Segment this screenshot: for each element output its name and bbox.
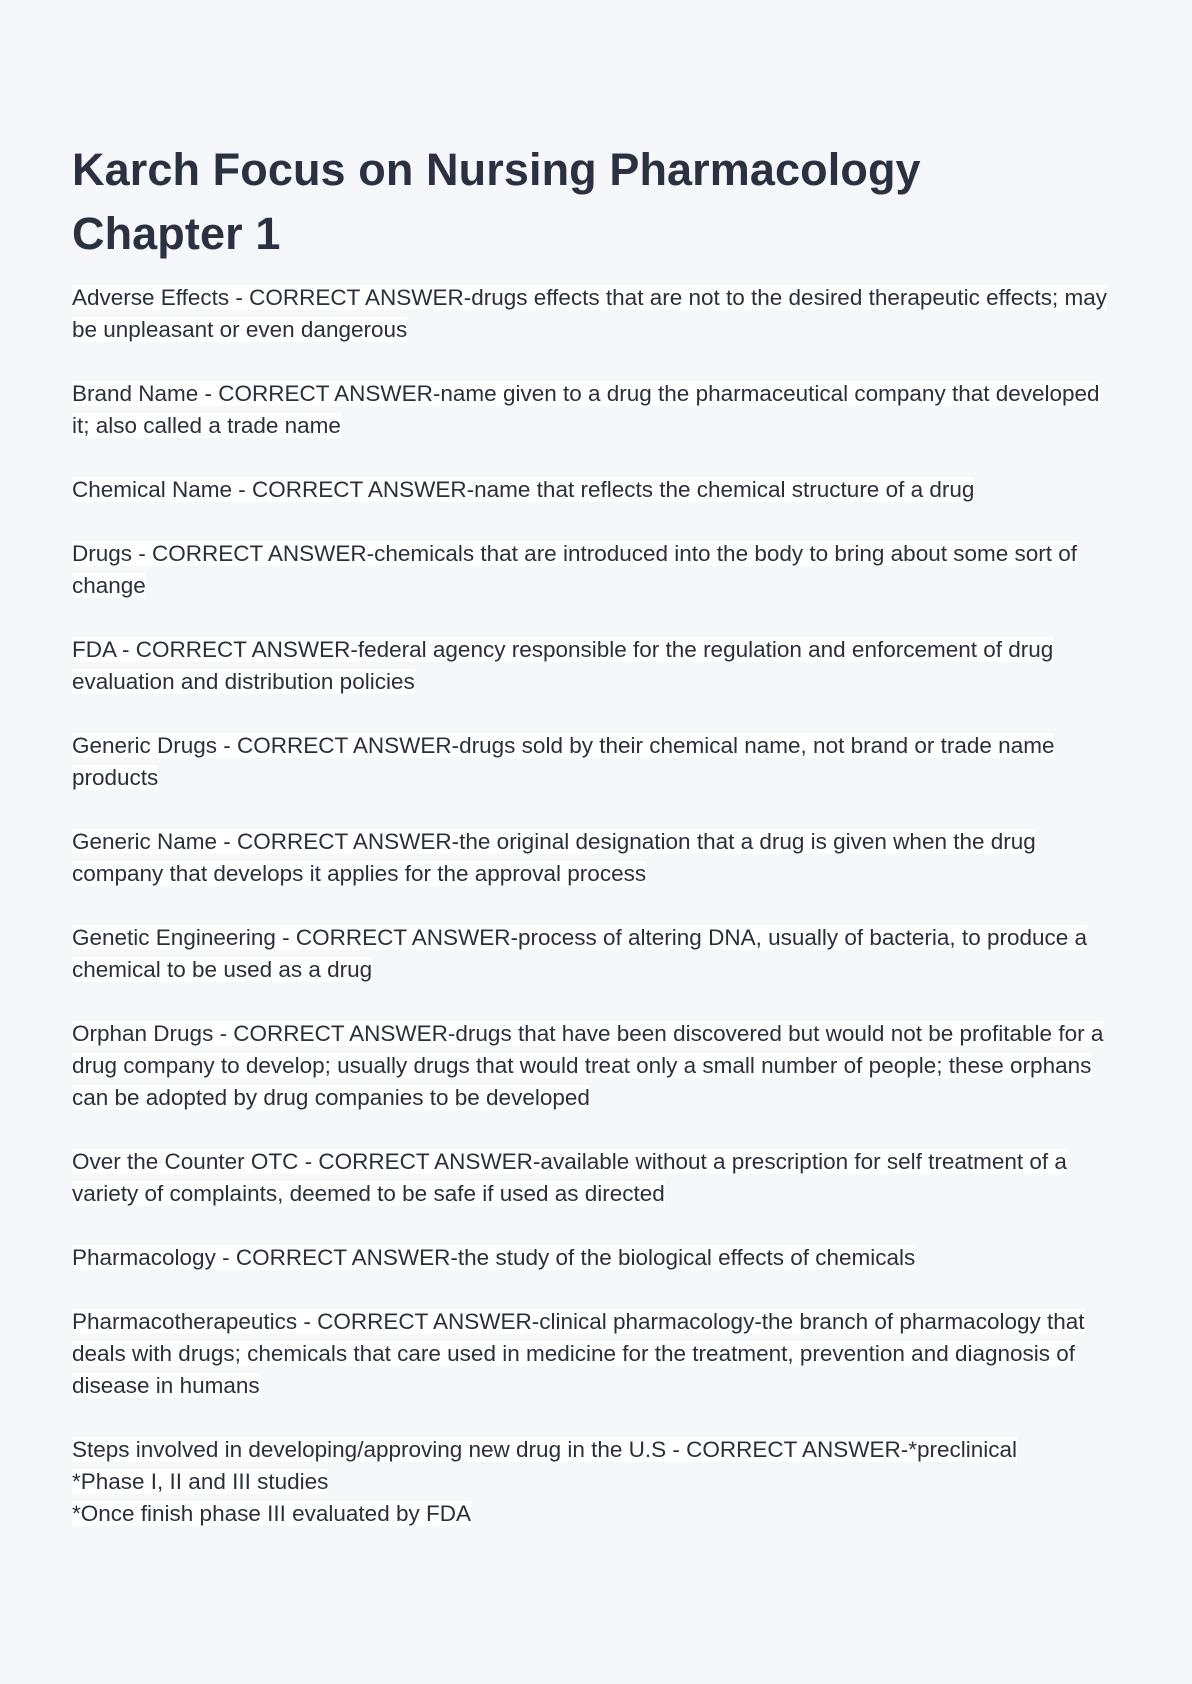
flashcard-entry	[72, 1242, 1122, 1274]
steps-line-2	[72, 1466, 1122, 1498]
entry-text: Generic Name - CORRECT ANSWER-the original designation that a drug is given when the drug company that develops it applies for the approval process	[72, 829, 1036, 886]
entry-text: Over the Counter OTC - CORRECT ANSWER-available without a prescription for self treatment of a variety of complaints, deemed to be safe if used as directed	[72, 1149, 1067, 1206]
entry-text: Orphan Drugs - CORRECT ANSWER-drugs that have been discovered but would not be profitable for a drug company to develop; usually drugs that would treat only a small number of people; these orphans can be adopted by drug companies to be developed	[72, 1021, 1104, 1110]
flashcard-entry-steps	[72, 1434, 1122, 1530]
flashcard-entry	[72, 378, 1122, 442]
document-title	[72, 138, 1120, 266]
steps-line-2-text: *Phase I, II and III studies	[72, 1469, 329, 1494]
entry-text: Genetic Engineering - CORRECT ANSWER-process of altering DNA, usually of bacteria, to produce a chemical to be used as a drug	[72, 925, 1088, 982]
entry-text: Pharmacology - CORRECT ANSWER-the study of the biological effects of chemicals	[72, 1245, 916, 1270]
flashcard-entry	[72, 634, 1122, 698]
flashcard-entry	[72, 730, 1122, 794]
entry-text: Pharmacotherapeutics - CORRECT ANSWER-clinical pharmacology-the branch of pharmacology that deals with drugs; chemicals that care used in medicine for the treatment, prevention and diagnosis of disease in humans	[72, 1309, 1085, 1398]
steps-line-1	[72, 1434, 1122, 1466]
entry-text: Generic Drugs - CORRECT ANSWER-drugs sold by their chemical name, not brand or trade name products	[72, 733, 1055, 790]
flashcard-entry	[72, 922, 1122, 986]
flashcard-entry	[72, 826, 1122, 890]
entry-text: FDA - CORRECT ANSWER-federal agency responsible for the regulation and enforcement of drug evaluation and distribution policies	[72, 637, 1054, 694]
title-line-1: Karch Focus on Nursing Pharmacology	[72, 144, 921, 195]
entry-text: Brand Name - CORRECT ANSWER-name given to a drug the pharmaceutical company that developed it; also called a trade name	[72, 381, 1100, 438]
flashcard-entry	[72, 1306, 1122, 1402]
title-line-2: Chapter 1	[72, 208, 281, 259]
entry-text: Chemical Name - CORRECT ANSWER-name that reflects the chemical structure of a drug	[72, 477, 975, 502]
steps-line-3	[72, 1498, 1122, 1530]
flashcard-entry	[72, 1146, 1122, 1210]
flashcard-entry	[72, 1018, 1122, 1114]
entry-text: Adverse Effects - CORRECT ANSWER-drugs effects that are not to the desired therapeutic effects; may be unpleasant or even dangerous	[72, 285, 1108, 342]
flashcard-list	[72, 282, 1120, 1530]
flashcard-entry	[72, 538, 1122, 602]
steps-line-3-text: *Once finish phase III evaluated by FDA	[72, 1501, 471, 1526]
flashcard-entry	[72, 474, 1122, 506]
steps-line-1-text: Steps involved in developing/approving new drug in the U.S - CORRECT ANSWER-*preclinical	[72, 1437, 1018, 1462]
flashcard-entry	[72, 282, 1122, 346]
entry-text: Drugs - CORRECT ANSWER-chemicals that are introduced into the body to bring about some sort of change	[72, 541, 1078, 598]
